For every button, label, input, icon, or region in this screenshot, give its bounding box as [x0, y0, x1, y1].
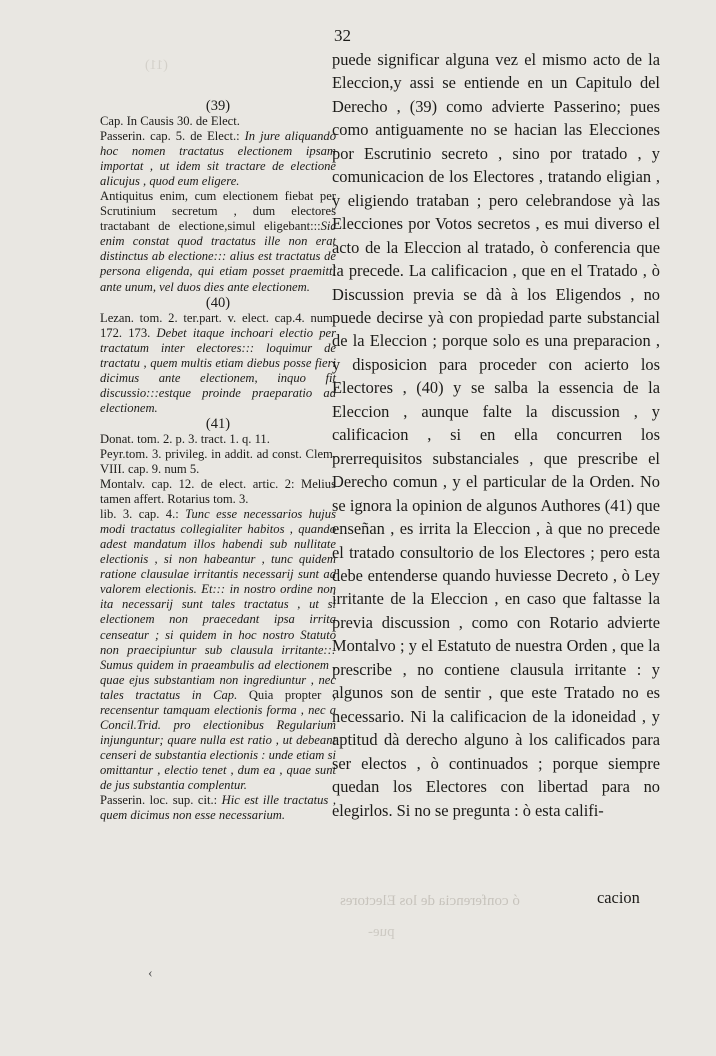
note-citation: Peyr.tom. 3. privileg. in addit. ad const. Clem. VIII. cap. 9. num 5. [100, 446, 336, 476]
bleed-through-text: ó conferencia de los Electores [340, 893, 520, 909]
body-paragraph: puede significar alguna vez el mismo acto de la Eleccion,y assi se entiende en un Capitulo del Derecho , (39) como advierte Passerino; pues como antiguamente no se hacian las Elecciones por Escrutinio secreto , sino por tratado , y comunicacion de los Electores , tratando eligian , y eligiendo trataban ; pero celebrandose yà las Elecciones por Votos secretos , es mui diverso el acto de la Eleccion al tratado, ò conferencia que la precede. La calificacion , que en el Tratado , ò Discussion previa se dà à los Eligendos , no puede decirse yà con propiedad parte substancial de la Eleccion ; porque solo es una preparacion , y disposicion para proceder con acierto los Electores , (40) y se salba la essencia de la Eleccion , aunque falte la discussion , y calificacion , si en ella concurren los prerrequisitos substanciales , que prescribe el Derecho comun , y el particular de la Orden. No se ignora la opinion de algunos Authores (41) que enseñan , es irrita la Eleccion , à que no precede el tratado consultorio de los Electores ; pero esta debe entenderse quando huviesse Decreto , ò Ley irritante de la Eleccion , en caso que faltasse la previa discussion , como con Rotario advierte Montalvo ; y el Estatuto de nuestra Orden , que la prescribe , no contiene clausula irritante : y algunos son de sentir , que este Tratado no es necessario. Ni la calificacion de la idoneidad , y aptitud dà derecho alguno à los calificados para ser electos , ò continuados ; porque siempre quedan los Electores con libertad para no elegirlos. Si no se pregunta : ò esta califi- [332, 50, 660, 820]
main-text-column [332, 48, 660, 822]
bleed-through-text: pue- [368, 924, 395, 940]
note-ref: lib. 3. cap. 4.: [100, 507, 186, 522]
note-ref: Passerin. loc. sup. cit.: [100, 793, 222, 808]
note-quote: Debet itaque inchoari electio per tractatum inter electores::: loquimur de tractatu , quem multis etiam diebus posse fieri dicimus ante electionem, inquo fit discussio:::estque proinde praeparatio ad electionem. [100, 325, 337, 415]
note-ref: Passerin. cap. 5. de Elect.: [100, 129, 245, 144]
note-citation [100, 189, 336, 294]
ink-speck: ‹ [148, 966, 153, 981]
note-ref: Lezan. tom. 2. ter.part. v. elect. cap.4. num. 172. 173. [100, 310, 336, 340]
note-quote: Sic enim constat quod tractatus ille non erat distinctus ab electione::: alius est tractatus de persona eligenda, qui etiam posset praemitti ante unum, vel duos dies ante electionem. [100, 219, 336, 294]
page-number: 32 [334, 26, 351, 45]
note-quote: Hic est ille tractatus , quem dicimus non esse necessarium. [100, 793, 336, 823]
note-marker-40: (40) [205, 294, 231, 311]
note-citation [100, 793, 336, 823]
note-citation [100, 507, 336, 793]
note-citation: Cap. In Causis 30. de Elect. [100, 114, 240, 128]
marginal-notes [100, 98, 336, 823]
note-quote: Tunc esse necessarios hujus modi tractatus collegialiter habitos , quando adest mandatum illos habendi sub nullitate electionis , si non habeantur , tunc quidem ratione clausulae irritantis necessarij sunt ad valorem electionis. Et::: in nostro ordine non ita necessarij sunt tales tractatus , ut si electionem non praecedant ipsa irrita censeatur ; si quidem in hoc nostro Statuto non praecipiuntur sub clausula irritante::: Sumus quidem in praeambulis ad electionem , quae ejus substantiam non ingrediuntur , nec tales tractatus in Cap. [100, 507, 336, 702]
note-marker-39: (39) [205, 98, 231, 114]
note-citation [100, 311, 336, 416]
note-citation: Donat. tom. 2. p. 3. tract. 1. q. 11. [100, 431, 270, 446]
note-marker-41: (41) [205, 415, 231, 432]
note-citation: Montalv. cap. 12. de elect. artic. 2: Melius tamen affert. Rotarius tom. 3. [100, 477, 336, 507]
note-ref: Quia propter , [237, 687, 336, 702]
note-quote: In jure aliquando hoc nomen tractatus electionem ipsam importat , ut idem sit tractare de electione alicujus , quod eum eligere. [100, 129, 336, 189]
bleed-through-text-top: (11) [145, 58, 168, 73]
note-ref: Antiquitus enim, cum electionem fiebat per Scrutinium secretum , dum electores tractabant de electione,simul eligebant::: [100, 189, 336, 234]
note-citation [100, 129, 336, 189]
catchword: cacion [597, 888, 640, 907]
note-quote: recensentur tamquam electionis forma , nec a Concil.Trid. pro electionibus Regularium injunguntur; quare nulla est ratio , ut debeant censeri de substantia electionis : unde etiam si omittantur , electio tenet , dum ea , quae sunt de jus substantia complentur. [100, 702, 336, 792]
